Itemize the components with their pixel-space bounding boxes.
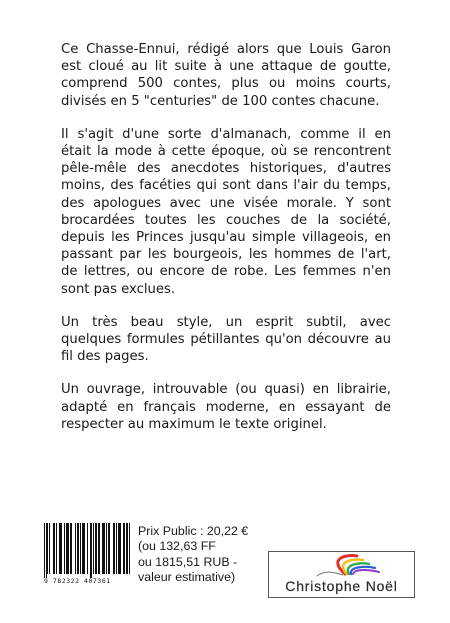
brush-stroke-icon [287, 552, 397, 578]
barcode-number: 9 782322 407361 [44, 577, 111, 585]
logo-text: Christophe Noël [285, 578, 398, 594]
isbn-barcode [44, 523, 132, 587]
back-cover-text [61, 41, 391, 433]
paragraph-2: Il s'agit d'une sorte d'almanach, comme il en était la mode à cette époque, où se rencontrent pêle-mêle des anecdotes historiques, d'autres moins, des facéties qui sont dans l'air du temps, des apologues avec une visée morale. Y sont brocardées toutes les couches de la société, depuis les Princes jusqu'au simple villageois, en passant par les bourgeois, les hommes de l'art, de lettres, ou encore de robe. Les femmes n'en sont pas exclues. [61, 126, 391, 297]
paragraph-1: Ce Chasse-Ennui, rédigé alors que Louis Garon est cloué au lit suite à une attaque de goutte, comprend 500 contes, plus ou moins courts, divisés en 5 "centuries" de 100 contes chacune. [61, 42, 391, 109]
price-line-2: (ou 132,63 FF [138, 539, 216, 554]
price-block [138, 524, 248, 585]
price-line-4: valeur estimative) [138, 569, 236, 584]
price-line-3: ou 1815,51 RUB - [138, 554, 238, 569]
paragraph-4: Un ouvrage, introuvable (ou quasi) en librairie, adapté en français moderne, en essayant de respecter au maximum le texte originel. [61, 382, 391, 432]
paragraph-3: Un très beau style, un esprit subtil, avec quelques formules pétillantes qu'on découvre au fil des pages. [61, 314, 391, 365]
publisher-logo [268, 551, 415, 598]
barcode-bars [44, 523, 132, 576]
price-line-1: Prix Public : 20,22 € [138, 524, 249, 538]
